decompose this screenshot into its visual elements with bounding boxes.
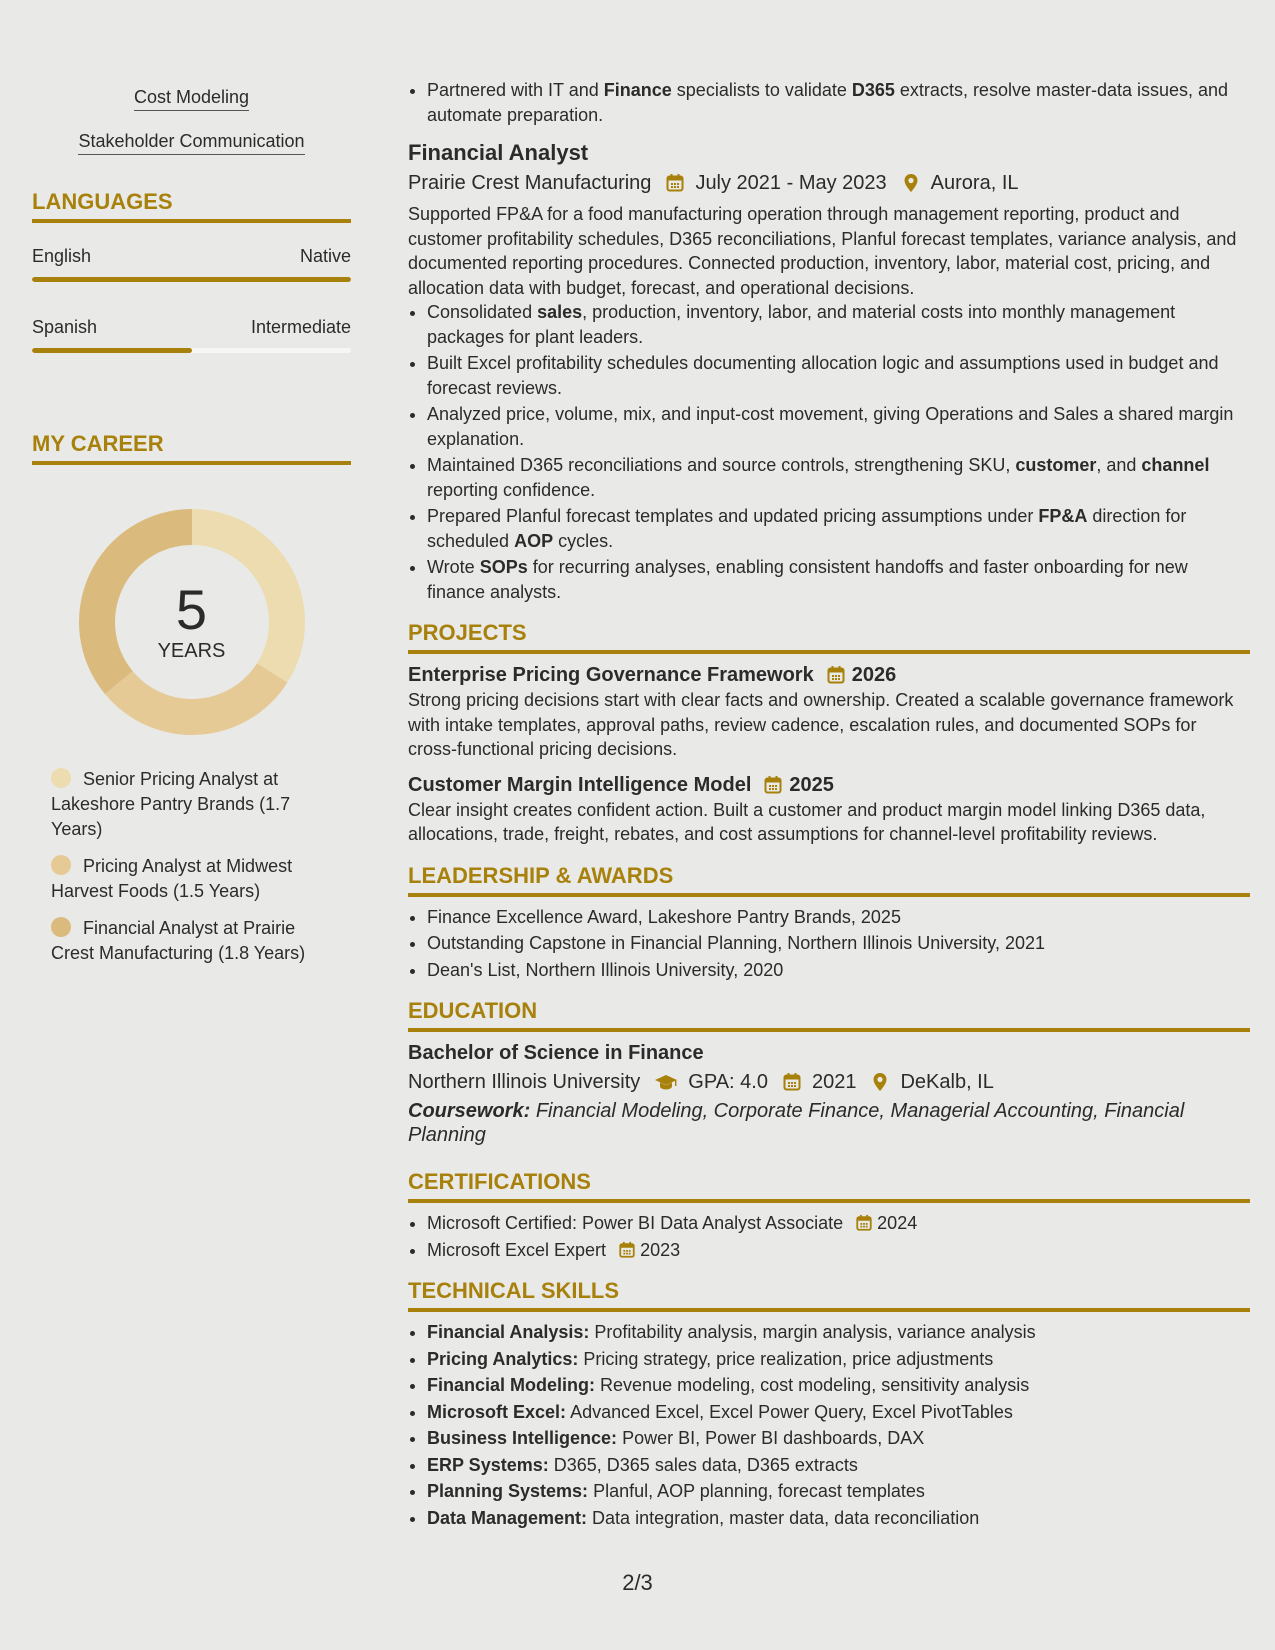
awards-heading: LEADERSHIP & AWARDS <box>408 863 1250 897</box>
coursework-list: Financial Modeling, Corporate Finance, Managerial Accounting, Financial Planning <box>408 1100 1185 1146</box>
skill-tags <box>32 86 351 155</box>
skill-item <box>427 1453 1250 1478</box>
bullet-item: • Partnered with IT and Finance specialists to validate D365 extracts, resolve master-data issues, and automate preparation. <box>427 78 1250 127</box>
skill-value: Advanced Excel, Excel Power Query, Excel PivotTables <box>570 1401 1013 1422</box>
certification-year: 2023 <box>640 1239 681 1260</box>
skill-item <box>427 1347 1250 1372</box>
skill-tag: Stakeholder Communication <box>78 130 304 155</box>
skill-label: ERP Systems: <box>427 1454 549 1475</box>
company-name: Prairie Crest Manufacturing <box>408 172 652 194</box>
degree-title: Bachelor of Science in Finance <box>408 1042 704 1064</box>
calendar-icon <box>665 173 685 193</box>
language-bar-fill <box>32 277 351 282</box>
calendar-icon <box>826 665 846 685</box>
education-heading: EDUCATION <box>408 998 1250 1032</box>
certification-item <box>427 1238 1250 1263</box>
legend-item <box>51 767 331 842</box>
skill-value: D365, D365 sales data, D365 extracts <box>553 1454 858 1475</box>
project-year: 2025 <box>789 773 834 796</box>
project-item <box>408 662 1250 762</box>
language-level: Native <box>299 246 351 266</box>
award-item: • Outstanding Capstone in Financial Planning, Northern Illinois University, 2021 <box>427 931 1250 956</box>
project-year: 2026 <box>851 664 897 686</box>
career-donut-chart <box>77 507 307 737</box>
language-name: English <box>32 246 92 266</box>
skill-value: Pricing strategy, price realization, price adjustments <box>583 1348 994 1369</box>
calendar-icon <box>782 1072 802 1092</box>
page-number: 2/3 <box>622 1570 653 1595</box>
skill-item <box>427 1400 1250 1425</box>
skill-value: Revenue modeling, cost modeling, sensitivity analysis <box>600 1375 1030 1395</box>
career-heading: MY CAREER <box>32 431 351 465</box>
language-name: Spanish <box>32 317 98 337</box>
job-location: Aurora, IL <box>930 172 1019 194</box>
skill-label: Business Intelligence: <box>427 1428 618 1448</box>
language-item <box>32 316 351 353</box>
main-content <box>408 78 1250 1532</box>
bullet-item: • Consolidated sales, production, inventory, labor, and material costs into monthly management packages for plant leaders. <box>427 300 1250 349</box>
school-name: Northern Illinois University <box>408 1071 641 1093</box>
language-bar-fill <box>32 348 192 353</box>
bullet-item: • Built Excel profitability schedules documenting allocation logic and assumptions used in budget and forecast reviews. <box>427 351 1250 400</box>
location-pin-icon <box>870 1072 890 1092</box>
coursework-label: Coursework: <box>408 1100 531 1122</box>
skill-item <box>427 1479 1250 1504</box>
job-title: Financial Analyst <box>408 140 589 165</box>
calendar-icon <box>618 1241 636 1259</box>
legend-dot <box>51 768 71 788</box>
job-summary: Supported FP&A for a food manufacturing operation through management reporting, product and customer profitability schedules, D365 reconciliations, Planful forecast templates, variance analysis, and documented reporting procedures. Connected production, inventory, labor, material cost, pricing, and allocation data with budget, forecast, and operational decisions. <box>408 204 1237 298</box>
legend-dot <box>51 917 71 937</box>
certification-name: • Microsoft Certified: Power BI Data Analyst Associate <box>427 1213 844 1233</box>
awards-list <box>408 905 1250 983</box>
legend-label: Senior Pricing Analyst at Lakeshore Pantry Brands (1.7 Years) <box>51 769 291 839</box>
award-item: • Dean's List, Northern Illinois University, 2020 <box>427 958 1250 983</box>
skill-label: Financial Modeling: <box>427 1375 596 1395</box>
skill-label: Pricing Analytics: <box>427 1348 579 1369</box>
prior-job-bullets <box>408 78 1250 127</box>
language-bar <box>32 277 351 282</box>
career-total-years: 5 <box>175 578 208 641</box>
bullet-item: • Wrote SOPs for recurring analyses, enabling consistent handoffs and faster onboarding for new finance analysts. <box>427 555 1250 604</box>
legend-item <box>51 854 331 904</box>
skill-item <box>427 1506 1250 1531</box>
project-item <box>408 772 1250 847</box>
skill-label: Microsoft Excel: <box>427 1401 567 1422</box>
award-item: • Finance Excellence Award, Lakeshore Pantry Brands, 2025 <box>427 905 1250 930</box>
skill-item <box>427 1426 1250 1451</box>
skill-label: Planning Systems: <box>427 1481 589 1501</box>
career-years-label: YEARS <box>157 640 226 662</box>
legend-label: Pricing Analyst at Midwest Harvest Foods (1.5 Years) <box>51 856 293 901</box>
skill-tag: Cost Modeling <box>134 86 249 111</box>
location-pin-icon <box>901 173 921 193</box>
projects-heading: PROJECTS <box>408 620 1250 654</box>
bullet-item: • Analyzed price, volume, mix, and input-cost movement, giving Operations and Sales a shared margin explanation. <box>427 402 1250 451</box>
certifications-heading: CERTIFICATIONS <box>408 1169 1250 1203</box>
certification-name: • Microsoft Excel Expert <box>427 1239 607 1260</box>
skill-item <box>427 1373 1250 1398</box>
bullet-item: • Maintained D365 reconciliations and source controls, strengthening SKU, customer, and channel reporting confidence. <box>427 453 1250 502</box>
project-description: Clear insight creates confident action. Built a customer and product margin model linking D365 data, allocations, trade, freight, rebates, and cost assumptions for channel-level profitability reviews. <box>408 799 1206 844</box>
certification-year: 2024 <box>877 1213 918 1233</box>
language-bar <box>32 348 351 353</box>
coursework <box>408 1099 1250 1147</box>
skill-label: Data Management: <box>427 1507 588 1528</box>
technical-skills-list <box>408 1320 1250 1530</box>
education-meta <box>408 1069 1250 1095</box>
graduation-cap-icon <box>654 1072 678 1092</box>
languages-heading: LANGUAGES <box>32 189 351 223</box>
job-meta <box>408 170 1250 196</box>
calendar-icon <box>763 775 783 795</box>
job-dates: July 2021 - May 2023 <box>695 172 887 194</box>
graduation-year: 2021 <box>811 1071 857 1093</box>
skill-value: Profitability analysis, margin analysis, variance analysis <box>594 1322 1036 1342</box>
job-bullets <box>408 300 1250 604</box>
school-location: DeKalb, IL <box>900 1071 994 1093</box>
language-item <box>32 245 351 282</box>
language-level: Intermediate <box>250 317 351 337</box>
legend-item <box>51 916 331 966</box>
gpa: GPA: 4.0 <box>688 1071 768 1093</box>
legend-label: Financial Analyst at Prairie Crest Manufacturing (1.8 Years) <box>51 918 306 963</box>
donut-segment-2 <box>104 663 286 735</box>
skill-value: Planful, AOP planning, forecast templates <box>593 1481 925 1501</box>
career-legend <box>51 767 331 966</box>
skill-value: Power BI, Power BI dashboards, DAX <box>622 1428 925 1448</box>
bullet-item: • Prepared Planful forecast templates and updated pricing assumptions under FP&A direction for scheduled AOP cycles. <box>427 504 1250 553</box>
skill-label: Financial Analysis: <box>427 1322 590 1342</box>
certifications-list <box>408 1211 1250 1262</box>
technical-skills-heading: TECHNICAL SKILLS <box>408 1278 1250 1312</box>
legend-dot <box>51 855 71 875</box>
certification-item <box>427 1211 1250 1236</box>
calendar-icon <box>855 1214 873 1232</box>
project-title: Enterprise Pricing Governance Framework <box>408 664 814 686</box>
skill-item <box>427 1320 1250 1345</box>
skill-value: Data integration, master data, data reconciliation <box>592 1507 980 1528</box>
project-title: Customer Margin Intelligence Model <box>408 773 752 796</box>
sidebar <box>32 0 351 978</box>
project-description: Strong pricing decisions start with clear facts and ownership. Created a scalable governance framework with intake templates, approval paths, review cadence, escalation rules, and documented SOPs for cross-functional pricing decisions. <box>408 690 1234 759</box>
